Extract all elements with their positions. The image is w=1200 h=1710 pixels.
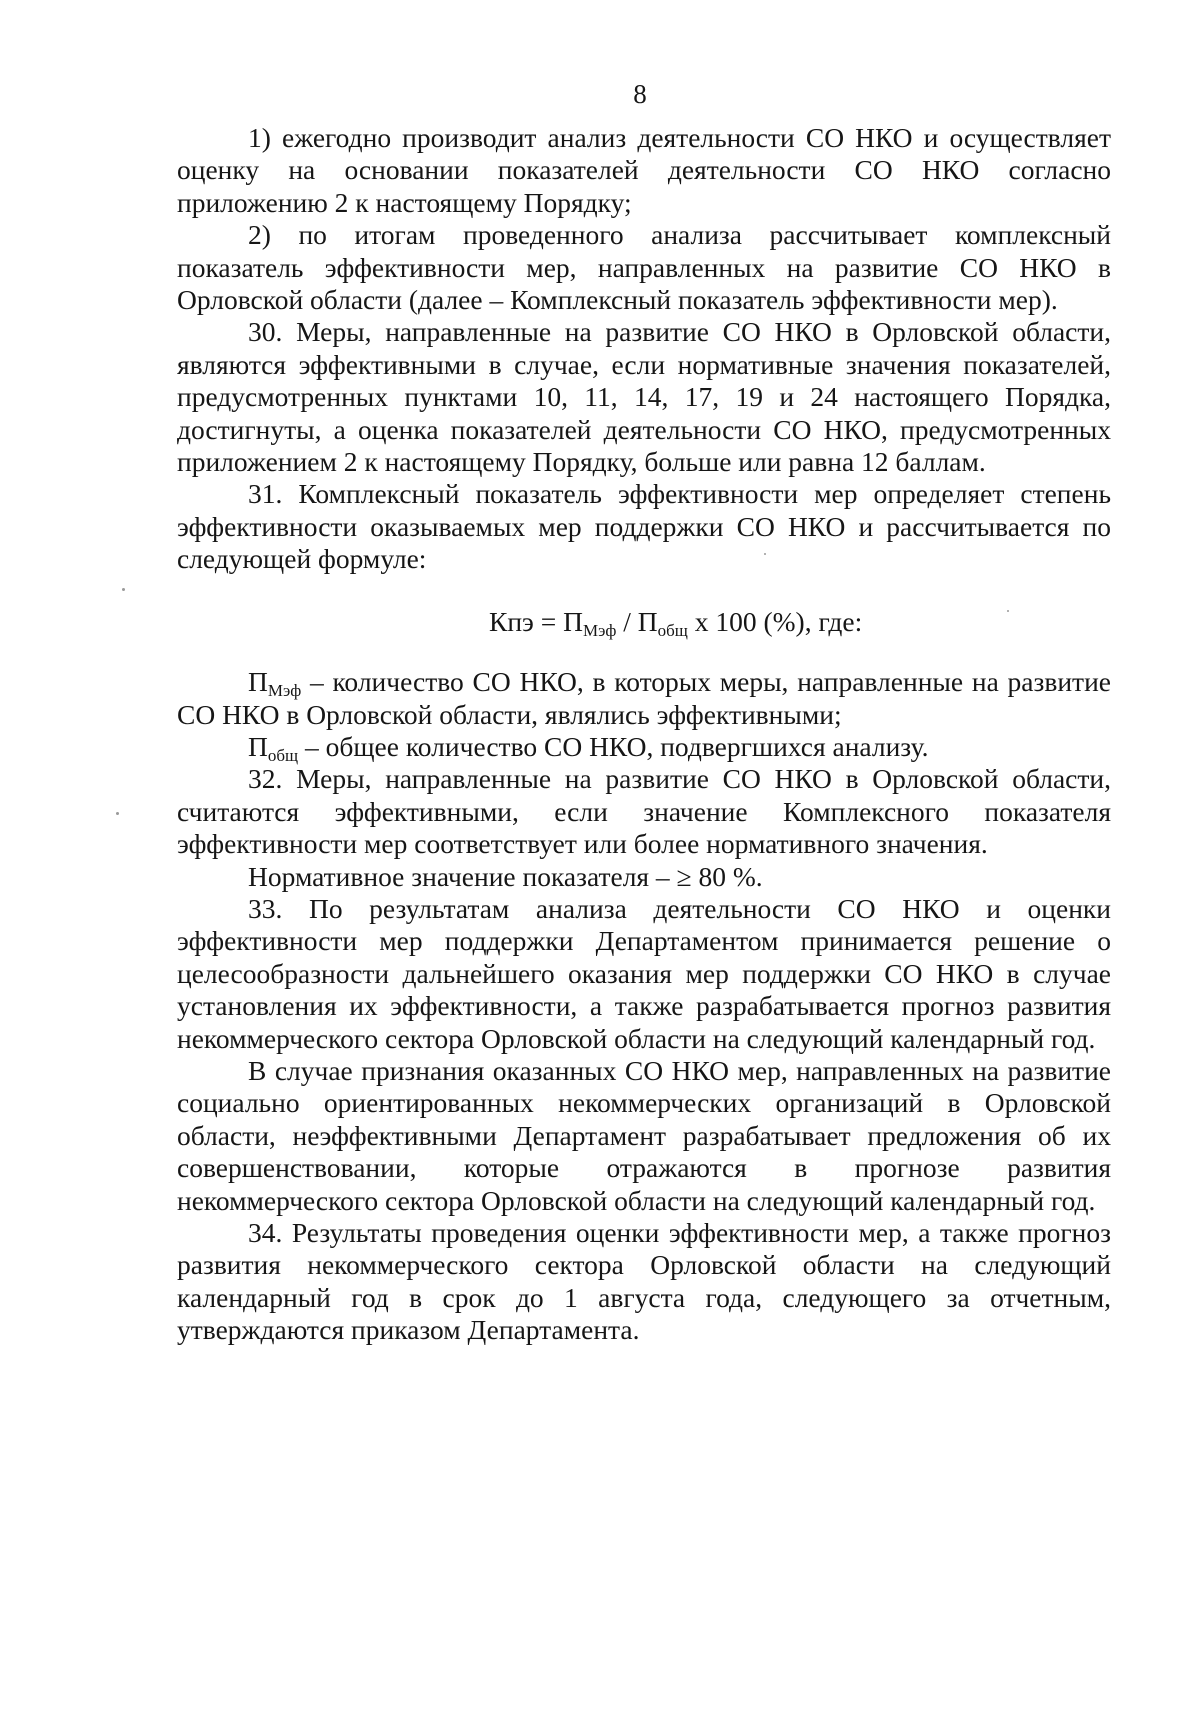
paragraph-33: 33. По результатам анализа деятельности СО НКО и оценки эффективности мер поддержки Департаментом принимается решение о целесообразности дальнейшего оказания мер поддержки СО НКО в случае установления их эффективности, а также разрабатывается прогноз развития некоммерческого сектора Орловской области на следующий календарный год. [177, 892, 1111, 1054]
scan-speck [116, 812, 119, 815]
paragraph-item-2: 2) по итогам проведенного анализа рассчитывает комплексный показатель эффективности мер, направленных на развитие СО НКО в Орловской области (далее – Комплексный показатель эффективности мер). [177, 219, 1111, 316]
scan-speck [764, 553, 766, 555]
formula-equals: = [533, 605, 564, 637]
paragraph-31: 31. Комплексный показатель эффективности мер определяет степень эффективности оказываемых мер поддержки СО НКО и рассчитывается по следующей формуле: [177, 478, 1111, 575]
definition-symbol-sub: Мэф [267, 681, 302, 701]
paragraph-33-continued: В случае признания оказанных СО НКО мер, направленных на развитие социально ориентированных некоммерческих организаций в Орловской области, неэффективными Департамент разрабатывает предложения об их совершенствовании, которые отражаются в прогнозе развития некоммерческого сектора Орловской области на следующий календарный год. [177, 1054, 1111, 1216]
definition-text: – общее количество СО НКО, подвергшихся анализу. [298, 730, 929, 762]
definition-symbol-sub: общ [267, 745, 299, 765]
definition-p-total [177, 731, 1111, 763]
scan-speck [1007, 610, 1009, 612]
formula-p-total-sub: общ [657, 620, 688, 640]
formula-lhs: Кпэ [489, 605, 534, 637]
formula-rest: x 100 (%), где: [687, 605, 863, 637]
scan-speck [122, 588, 125, 591]
page-number: 8 [633, 79, 647, 109]
definition-text: – количество СО НКО, в которых меры, направленные на развитие СО НКО в Орловской области, являлись эффективными; [177, 666, 1111, 730]
paragraph-32: 32. Меры, направленные на развитие СО НКО в Орловской области, считаются эффективными, если значение Комплексного показателя эффективности мер соответствует или более нормативного значения. [177, 763, 1111, 860]
formula-divide: / [616, 605, 638, 637]
formula [177, 606, 1111, 638]
paragraph-34: 34. Результаты проведения оценки эффективности мер, а также прогноз развития некоммерческого сектора Орловской области на следующий календарный год в срок до 1 августа года, следующего за отчетным, утверждаются приказом Департамента. [177, 1217, 1111, 1346]
formula-p-total: П [637, 605, 658, 637]
formula-p-meff-sub: Мэф [583, 620, 617, 640]
paragraph-normative-value: Нормативное значение показателя – ≥ 80 %. [248, 860, 763, 892]
paragraph-item-1: 1) ежегодно производит анализ деятельности СО НКО и осуществляет оценку на основании показателей деятельности СО НКО согласно приложению 2 к настоящему Порядку; [177, 122, 1111, 218]
definition-symbol: П [248, 730, 268, 762]
formula-p-meff: П [563, 605, 584, 637]
definition-p-meff [177, 666, 1111, 731]
definition-symbol: П [248, 666, 268, 698]
document-body [177, 122, 1111, 1347]
paragraph-30: 30. Меры, направленные на развитие СО НКО в Орловской области, являются эффективными в случае, если нормативные значения показателей, предусмотренных пунктами 10, 11, 14, 17, 19 и 24 настоящего Порядка, достигнуты, а оценка показателей деятельности СО НКО, предусмотренных приложением 2 к настоящему Порядку, больше или равна 12 баллам. [177, 316, 1111, 478]
